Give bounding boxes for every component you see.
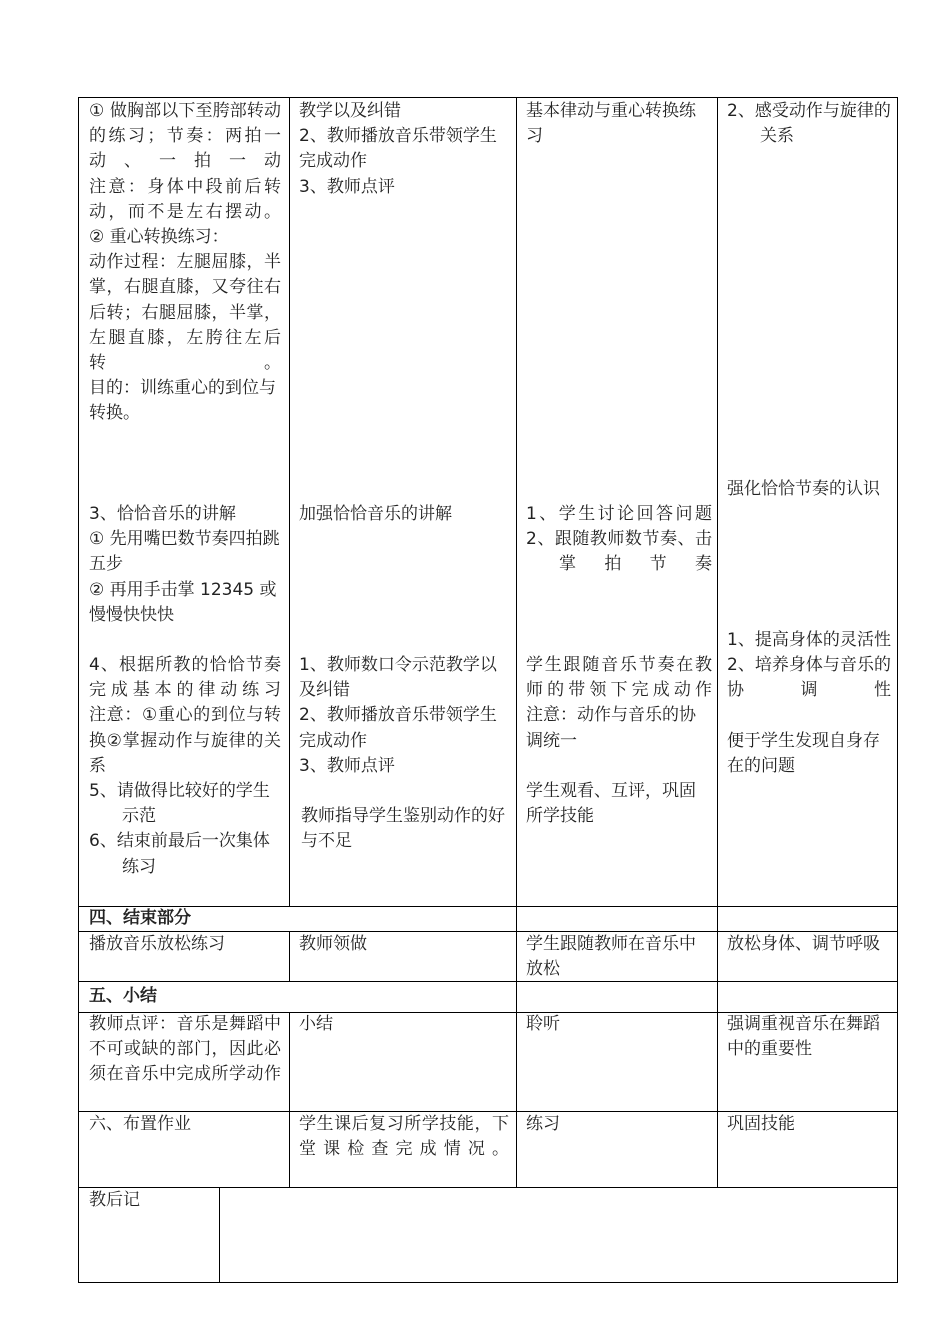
section4-col3: 学生跟随教师在音乐中放松 bbox=[526, 934, 696, 980]
block3-col2-line: 3、教师点评 bbox=[299, 755, 395, 776]
lesson-plan-table bbox=[78, 97, 898, 1283]
block3-col2-line: 2、教师播放音乐带领学生完成动作 bbox=[299, 705, 497, 751]
block3-col4-line: 2、培养身体与音乐的协调性 bbox=[727, 655, 891, 701]
section5-col2: 小结 bbox=[299, 1014, 333, 1034]
block1-col1-line: 目的：训练重心的到位与转换。 bbox=[89, 378, 276, 424]
block2-col3-line: 2、跟随教师数节奏、击掌拍节奏 bbox=[526, 529, 712, 575]
block1-col4-line: 2、感受动作与旋律的关系 bbox=[727, 101, 891, 147]
column-divider bbox=[289, 1012, 290, 1187]
block2-col3 bbox=[526, 502, 712, 578]
block1-col2-line: 3、教师点评 bbox=[299, 176, 395, 197]
block2-col1-line: 3、恰恰音乐的讲解 bbox=[89, 504, 236, 524]
column-divider bbox=[289, 931, 290, 981]
section5-col4: 强调重视音乐在舞蹈中的重要性 bbox=[727, 1014, 880, 1060]
block2-col1-line: ① 先用嘴巴数节奏四拍跳五步 bbox=[89, 529, 280, 575]
block1-col2 bbox=[299, 99, 509, 200]
block3-col1-line: 4、根据所教的恰恰节奏完成基本的律动练习 bbox=[89, 655, 281, 701]
block3-col1-line: 5、请做得比较好的学生示范 bbox=[89, 781, 270, 827]
block1-col1 bbox=[89, 99, 281, 427]
section4-header: 四、结束部分 bbox=[89, 908, 191, 928]
block1-col1-line: ② 重心转换练习： bbox=[89, 227, 229, 248]
block3-col3-line: 学生跟随音乐节奏在教师的带领下完成动作 bbox=[526, 655, 712, 701]
block3-col1-line: 6、结束前最后一次集体练习 bbox=[89, 831, 270, 877]
section6-col1: 六、布置作业 bbox=[89, 1114, 191, 1134]
block3-col1-line: 注意：①重心的到位与转换②掌握动作与旋律的关系 bbox=[89, 705, 281, 776]
block3-col2 bbox=[299, 653, 509, 855]
column-divider bbox=[516, 98, 517, 1187]
block3-col2-line: 1、教师数口令示范教学以及纠错 bbox=[299, 655, 497, 701]
block3-col3-line: 注意：动作与音乐的协调统一 bbox=[526, 705, 696, 751]
column-divider bbox=[717, 98, 718, 1187]
block3-col2-line: 教师指导学生鉴别动作的好与不足 bbox=[301, 806, 505, 852]
column-divider bbox=[219, 1187, 220, 1283]
block2-col2: 加强恰恰音乐的讲解 bbox=[299, 504, 452, 524]
section5-header: 五、小结 bbox=[89, 986, 157, 1006]
block1-col1-line: 动作过程：左腿屈膝，半掌，右腿直膝，又夸往右后转；右腿屈膝，半掌，左腿直膝，左胯往左后转。 bbox=[89, 252, 281, 374]
block2-col3-line: 1、学生讨论回答问题 bbox=[526, 504, 712, 524]
block2-col1-line: ② 再用手击掌 12345 或慢慢快快快 bbox=[89, 579, 277, 625]
block1-col1-line: ① 做胸部以下至胯部转动的练习；节奏：两拍一动、一拍一动 bbox=[89, 101, 281, 172]
block3-col1 bbox=[89, 653, 281, 880]
block1-col2-line: 2、教师播放音乐带领学生完成动作 bbox=[299, 126, 497, 172]
section6-col2: 学生课后复习所学技能，下堂课检查完成情况。 bbox=[299, 1114, 509, 1160]
block3-col4 bbox=[727, 628, 891, 779]
section5-col3: 聆听 bbox=[526, 1014, 560, 1034]
block1-col2-line: 教学以及纠错 bbox=[299, 101, 401, 121]
section4-col1: 播放音乐放松练习 bbox=[89, 934, 225, 954]
block3-col4-line: 便于学生发现自身存在的问题 bbox=[727, 730, 880, 776]
block3-col3-line: 学生观看、互评，巩固所学技能 bbox=[526, 781, 696, 827]
row-divider bbox=[79, 906, 897, 907]
block2-col4: 强化恰恰节奏的认识 bbox=[727, 479, 880, 499]
row-divider bbox=[79, 981, 897, 982]
block3-col3 bbox=[526, 653, 712, 829]
block1-col4 bbox=[727, 99, 891, 149]
section5-col1: 教师点评：音乐是舞蹈中不可或缺的部门，因此必须在音乐中完成所学动作 bbox=[89, 1014, 281, 1085]
reflection-content[interactable] bbox=[229, 1188, 889, 1278]
block2-col1 bbox=[89, 502, 281, 628]
column-divider bbox=[289, 98, 290, 906]
block1-col1-line: 注意：身体中段前后转动，而不是左右摆动。 bbox=[89, 176, 281, 222]
section6-col4: 巩固技能 bbox=[727, 1114, 795, 1134]
section4-col2: 教师领做 bbox=[299, 934, 367, 954]
block1-col3: 基本律动与重心转换练习 bbox=[526, 101, 696, 147]
section4-col4: 放松身体、调节呼吸 bbox=[727, 934, 880, 954]
block3-col4-line: 1、提高身体的灵活性 bbox=[727, 630, 891, 650]
reflection-label: 教后记 bbox=[89, 1190, 140, 1210]
section6-col3: 练习 bbox=[526, 1114, 560, 1134]
